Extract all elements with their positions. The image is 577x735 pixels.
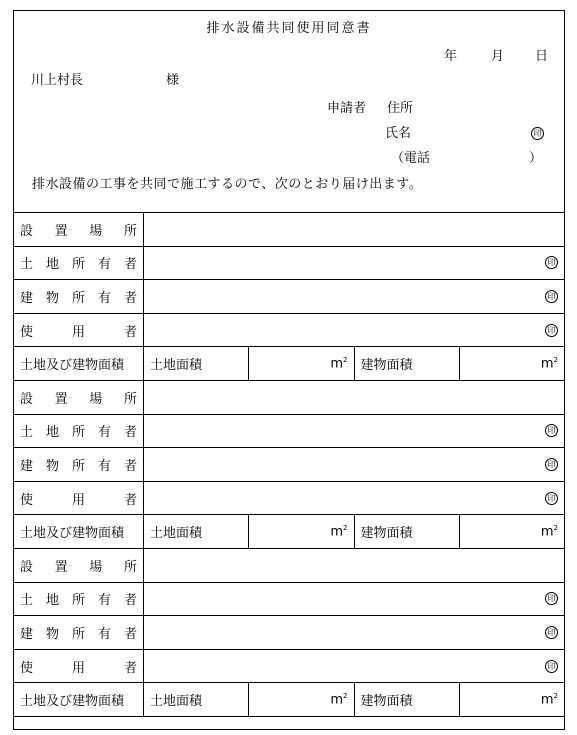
- building-area-label: 建物面積: [354, 683, 459, 717]
- area-label: 土地及び建物面積: [14, 683, 144, 717]
- land-owner-label: 土 地 所 有 者: [14, 582, 144, 616]
- building-owner-field[interactable]: [144, 280, 565, 314]
- area-label: 土地及び建物面積: [14, 347, 144, 381]
- location-field[interactable]: [144, 548, 565, 582]
- land-area-label: 土地面積: [144, 515, 249, 549]
- table-row: [14, 347, 565, 381]
- user-field[interactable]: [144, 481, 565, 515]
- table-row: [14, 481, 565, 515]
- location-label: 設 置 場 所: [14, 213, 144, 247]
- land-owner-field[interactable]: [144, 582, 565, 616]
- location-label: 設 置 場 所: [14, 380, 144, 414]
- building-area-label: 建物面積: [354, 347, 459, 381]
- applicant-tel-close: ）: [529, 151, 543, 166]
- land-area-field[interactable]: $m^2$: [249, 515, 354, 549]
- building-area-field[interactable]: $m^2$: [459, 347, 564, 381]
- land-owner-field[interactable]: [144, 246, 565, 280]
- location-label: 設 置 場 所: [14, 548, 144, 582]
- date-day: 日: [535, 49, 549, 64]
- table-row: [14, 246, 565, 280]
- table-row: [14, 213, 565, 247]
- table-row: [14, 616, 565, 650]
- location-field[interactable]: [144, 213, 565, 247]
- table-row: [14, 448, 565, 482]
- consent-form: [13, 10, 565, 730]
- building-owner-label: 建 物 所 有 者: [14, 280, 144, 314]
- applicant-label: 申請者: [327, 101, 367, 116]
- land-owner-label: 土 地 所 有 者: [14, 246, 144, 280]
- user-label: 使 用 者: [14, 313, 144, 347]
- date-month: 月: [491, 49, 505, 64]
- seal-icon: 印: [545, 424, 558, 437]
- applicant-name-label: 氏名: [385, 126, 412, 141]
- location-field[interactable]: [144, 380, 565, 414]
- table-row: [14, 548, 565, 582]
- land-area-label: 土地面積: [144, 347, 249, 381]
- building-owner-field[interactable]: [144, 448, 565, 482]
- form-header: [14, 11, 564, 213]
- seal-icon: 印: [545, 660, 558, 673]
- building-owner-label: 建 物 所 有 者: [14, 448, 144, 482]
- table-row: [14, 515, 565, 549]
- applicant-tel-label: （電話: [391, 151, 431, 166]
- addressee-honorific: 様: [166, 73, 180, 88]
- form-statement: 排水設備の工事を共同で施工するので、次のとおり届け出ます。: [32, 177, 423, 192]
- applicant-seal-icon: 印: [531, 126, 544, 142]
- building-area-field[interactable]: $m^2$: [459, 515, 564, 549]
- table-row: [14, 582, 565, 616]
- building-area-label: 建物面積: [354, 515, 459, 549]
- form-title: 排水設備共同使用同意書: [206, 21, 372, 36]
- land-area-field[interactable]: $m^2$: [249, 347, 354, 381]
- table-row: [14, 280, 565, 314]
- seal-icon: 印: [545, 458, 558, 471]
- table-row: [14, 649, 565, 683]
- seal-icon: 印: [545, 492, 558, 505]
- seal-icon: 印: [545, 324, 558, 337]
- table-row: [14, 414, 565, 448]
- user-label: 使 用 者: [14, 649, 144, 683]
- table-row: [14, 380, 565, 414]
- building-owner-label: 建 物 所 有 者: [14, 616, 144, 650]
- date-year: 年: [444, 49, 458, 64]
- user-label: 使 用 者: [14, 481, 144, 515]
- form-table: [13, 212, 565, 717]
- land-area-label: 土地面積: [144, 683, 249, 717]
- building-owner-field[interactable]: [144, 616, 565, 650]
- land-area-field[interactable]: $m^2$: [249, 683, 354, 717]
- applicant-address-label: 住所: [387, 101, 414, 116]
- seal-icon: 印: [545, 290, 558, 303]
- seal-icon: 印: [545, 592, 558, 605]
- land-owner-label: 土 地 所 有 者: [14, 414, 144, 448]
- user-field[interactable]: [144, 313, 565, 347]
- table-row: [14, 683, 565, 717]
- building-area-field[interactable]: $m^2$: [459, 683, 564, 717]
- seal-icon: 印: [545, 626, 558, 639]
- user-field[interactable]: [144, 649, 565, 683]
- addressee-name: 川上村長: [31, 73, 84, 88]
- area-label: 土地及び建物面積: [14, 515, 144, 549]
- table-row: [14, 313, 565, 347]
- seal-icon: 印: [545, 256, 558, 269]
- land-owner-field[interactable]: [144, 414, 565, 448]
